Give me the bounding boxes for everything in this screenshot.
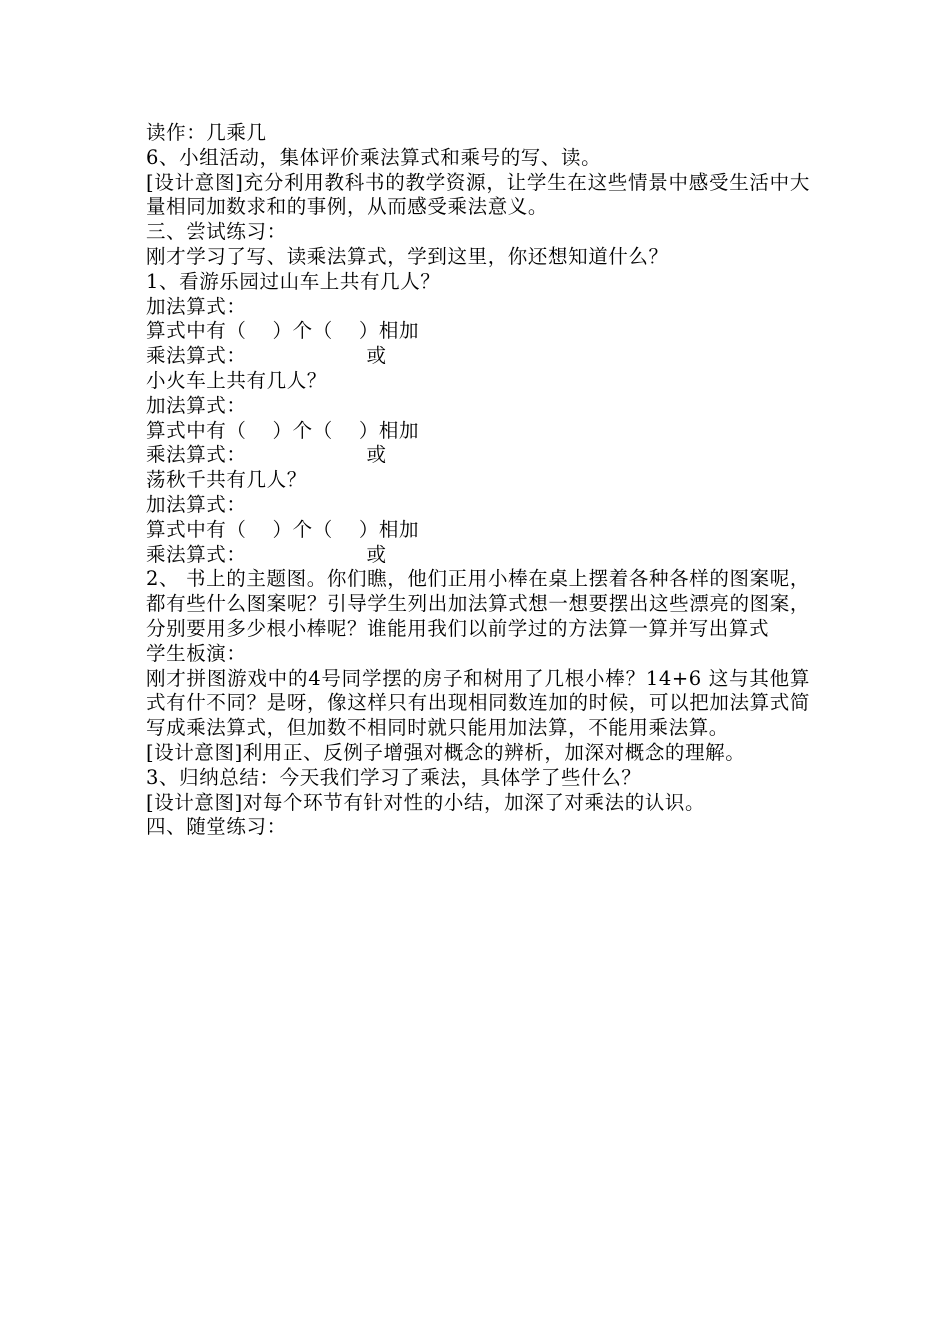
- exercise-1-title: 1、看游乐园过山车上共有几人？: [146, 269, 441, 293]
- count-blank-row: [146, 319, 810, 344]
- multiplication-formula-label: 乘法算式：: [146, 344, 247, 368]
- step-6-line: 6、小组活动，集体评价乘法算式和乘号的写、读。: [146, 145, 602, 169]
- count-blank-row: [146, 518, 810, 543]
- addition-formula-label: 加法算式：: [146, 393, 247, 417]
- or-label: 或: [366, 443, 387, 467]
- design-intent-line-2: [设计意图]利用正、反例子增强对概念的辨析，加深对概念的理解。: [146, 740, 746, 764]
- puzzle-paragraph: 刚才拼图游戏中的4号同学摆的房子和树用了几根小棒？14+6 这与其他算式有什不同？是呀，像这样只有出现相同数连加的时候，可以把加法算式简写成乘法算式，但加数不相同时就只能用加法算，不能用乘法算。: [146, 666, 810, 740]
- count-text-b: ）个（: [272, 418, 333, 442]
- or-label: 或: [366, 542, 387, 566]
- document-body: [146, 121, 810, 840]
- multiplication-formula-row: [146, 543, 810, 568]
- multiplication-formula-row: [146, 443, 810, 468]
- board-work-label: 学生板演：: [146, 641, 247, 665]
- or-label: 或: [366, 344, 387, 368]
- count-text-b: ）个（: [272, 517, 333, 541]
- count-text-a: 算式中有（: [146, 517, 247, 541]
- multiplication-formula-label: 乘法算式：: [146, 542, 247, 566]
- count-text-b: ）个（: [272, 319, 333, 343]
- question-prompt-line: 刚才学习了写、读乘法算式，学到这里，你还想知道什么？: [146, 244, 669, 268]
- count-text-a: 算式中有（: [146, 418, 247, 442]
- count-text-c: ）相加: [358, 319, 420, 343]
- read-as-line: 读作：几乘几: [146, 121, 267, 144]
- count-blank-row: [146, 419, 810, 444]
- section-3-heading: 三、尝试练习：: [146, 220, 287, 244]
- multiplication-formula-label: 乘法算式：: [146, 443, 247, 467]
- count-text-a: 算式中有（: [146, 319, 247, 343]
- design-intent-line-3: [设计意图]对每个环节有针对性的小结，加深了对乘法的认识。: [146, 790, 706, 814]
- section-4-heading: 四、随堂练习：: [146, 815, 287, 839]
- multiplication-formula-row: [146, 344, 810, 369]
- count-text-c: ）相加: [358, 517, 420, 541]
- addition-formula-label: 加法算式：: [146, 492, 247, 516]
- count-text-c: ）相加: [358, 418, 420, 442]
- train-question: 小火车上共有几人？: [146, 368, 327, 392]
- addition-formula-label: 加法算式：: [146, 294, 247, 318]
- design-intent-paragraph-1: [设计意图]充分利用教科书的教学资源，让学生在这些情景中感受生活中大量相同加数求和的事例，从而感受乘法意义。: [146, 170, 810, 219]
- swing-question: 荡秋千共有几人？: [146, 468, 307, 492]
- summary-line: 3、归纳总结：今天我们学习了乘法，具体学了些什么？: [146, 765, 642, 789]
- exercise-2-paragraph: 2、 书上的主题图。你们瞧，他们正用小棒在桌上摆着各种各样的图案呢，都有些什么图案呢？引导学生列出加法算式想一想要摆出这些漂亮的图案，分别要用多少根小棒呢？谁能用我们以前学过的方法算一算并写出算式: [146, 567, 810, 640]
